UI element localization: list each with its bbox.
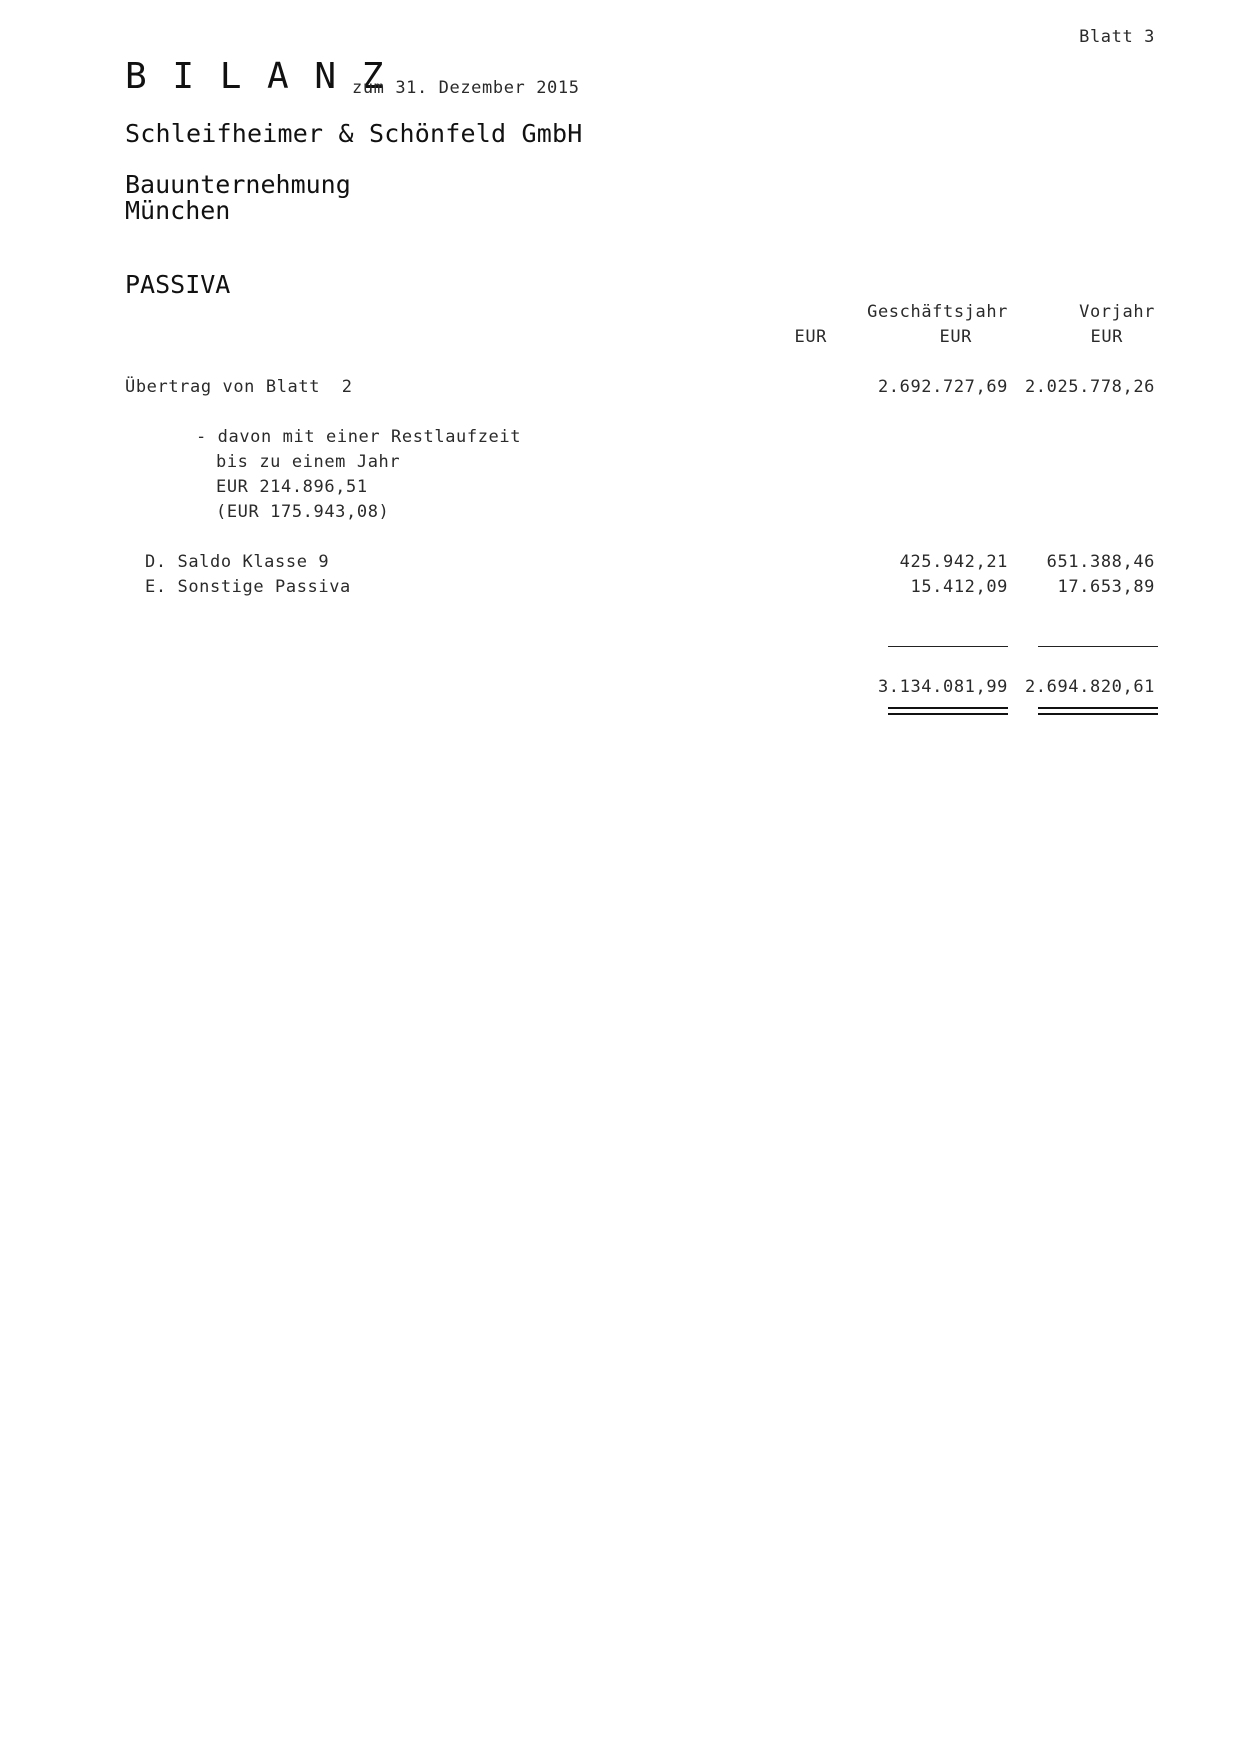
section-title: PASSIVA — [125, 270, 231, 299]
total-vorjahr: 2.694.820,61 — [1024, 677, 1155, 697]
sheet-number: Blatt 3 — [1079, 27, 1155, 47]
column-header-vorjahr: Vorjahr — [1079, 302, 1155, 322]
document-title: B I L A N Z — [125, 56, 386, 97]
balance-date: zum 31. Dezember 2015 — [352, 78, 580, 98]
carryover-label: Übertrag von Blatt 2 — [125, 377, 353, 397]
row-value-vorjahr: 17.653,89 — [1057, 577, 1155, 597]
row-value-geschaeftsjahr: 425.942,21 — [899, 552, 1008, 572]
company-name: Schleifheimer & Schönfeld GmbH — [125, 119, 583, 148]
row-label-saldo-klasse-9: D. Saldo Klasse 9 — [145, 552, 330, 572]
row-value-geschaeftsjahr: 15.412,09 — [910, 577, 1008, 597]
note-line: bis zu einem Jahr — [216, 452, 401, 472]
row-label-sonstige-passiva: E. Sonstige Passiva — [145, 577, 351, 597]
note-line: (EUR 175.943,08) — [216, 502, 390, 522]
note-line: EUR 214.896,51 — [216, 477, 368, 497]
double-underline-geschaeftsjahr — [888, 707, 1008, 715]
carryover-geschaeftsjahr: 2.692.727,69 — [877, 377, 1008, 397]
sum-rule-geschaeftsjahr — [888, 646, 1008, 647]
double-underline-vorjahr — [1038, 707, 1158, 715]
carryover-vorjahr: 2.025.778,26 — [1024, 377, 1155, 397]
row-value-vorjahr: 651.388,46 — [1046, 552, 1155, 572]
note-line: - davon mit einer Restlaufzeit — [196, 427, 522, 447]
total-geschaeftsjahr: 3.134.081,99 — [877, 677, 1008, 697]
business-type: Bauunternehmung — [125, 170, 351, 199]
currency-label-geschaeftsjahr: EUR — [939, 327, 972, 347]
sum-rule-vorjahr — [1038, 646, 1158, 647]
currency-label-vorjahr: EUR — [1090, 327, 1123, 347]
column-header-geschaeftsjahr: Geschäftsjahr — [867, 302, 1008, 322]
currency-label-detail: EUR — [794, 327, 827, 347]
business-city: München — [125, 196, 231, 225]
